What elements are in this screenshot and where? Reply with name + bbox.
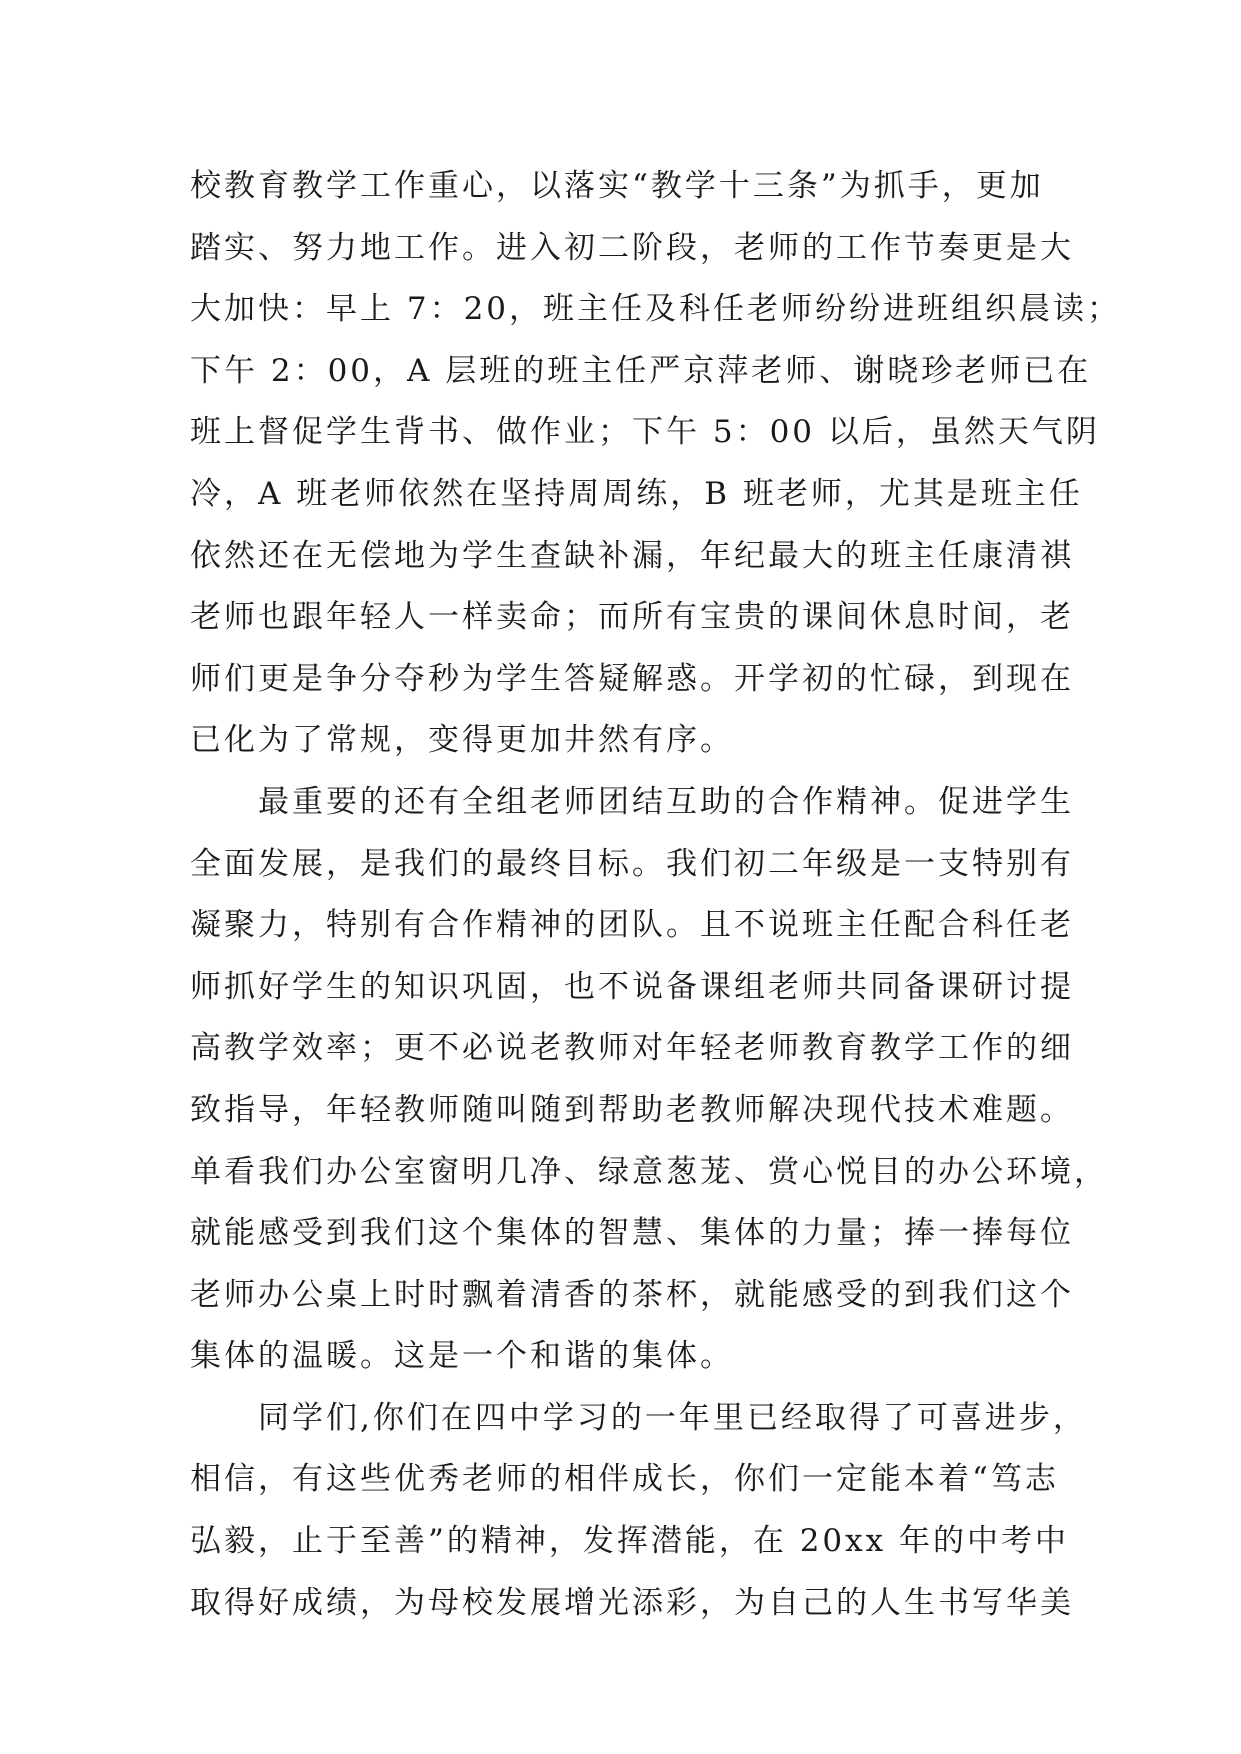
text-line: 踏实、努力地工作。进入初二阶段，老师的工作节奏更是大 [190,229,1074,266]
paragraph-start-line: 最重要的还有全组老师团结互助的合作精神。促进学生 [258,783,1074,820]
text-line: 取得好成绩，为母校发展增光添彩，为自己的人生书写华美 [190,1584,1074,1621]
text-line: 凝聚力，特别有合作精神的团队。且不说班主任配合科任老 [190,907,1074,944]
text-line: 班上督促学生背书、做作业；下午 5：00 以后，虽然天气阴 [190,414,1100,451]
text-line: 相信，有这些优秀老师的相伴成长，你们一定能本着“笃志 [190,1461,1059,1498]
text-line: 大加快：早上 7：20，班主任及科任老师纷纷进班组织晨读； [190,291,1122,328]
text-line: 单看我们办公室窗明几净、绿意葱茏、赏心悦目的办公环境， [190,1153,1108,1190]
text-line: 全面发展，是我们的最终目标。我们初二年级是一支特别有 [190,845,1074,882]
text-line: 致指导，年轻教师随叫随到帮助老教师解决现代技术难题。 [190,1091,1074,1128]
text-line: 老师办公桌上时时飘着清香的茶杯，就能感受的到我们这个 [190,1276,1074,1313]
text-line: 冷，A 班老师依然在坚持周周练，B 班老师，尤其是班主任 [190,475,1083,512]
document-body [190,156,1122,1634]
text-line: 依然还在无偿地为学生查缺补漏，年纪最大的班主任康清祺 [190,537,1074,574]
text-line: 集体的温暖。这是一个和谐的集体。 [190,1338,734,1375]
text-line: 师抓好学生的知识巩固，也不说备课组老师共同备课研讨提 [190,968,1074,1005]
text-line: 校教育教学工作重心，以落实“教学十三条”为抓手，更加 [190,168,1044,204]
text-line: 下午 2：00，A 层班的班主任严京萍老师、谢晓珍老师已在 [190,352,1092,389]
text-line: 就能感受到我们这个集体的智慧、集体的力量；捧一捧每位 [190,1215,1074,1252]
paragraph-start-line: 同学们,你们在四中学习的一年里已经取得了可喜进步， [258,1399,1087,1436]
text-line: 老师也跟年轻人一样卖命；而所有宝贵的课间休息时间，老 [190,599,1074,636]
text-line: 高教学效率；更不必说老教师对年轻老师教育教学工作的细 [190,1030,1074,1067]
text-line: 弘毅，止于至善”的精神，发挥潜能，在 20xx 年的中考中 [190,1523,1069,1560]
text-line: 师们更是争分夺秒为学生答疑解惑。开学初的忙碌，到现在 [190,660,1074,697]
text-line: 已化为了常规，变得更加井然有序。 [190,722,734,759]
